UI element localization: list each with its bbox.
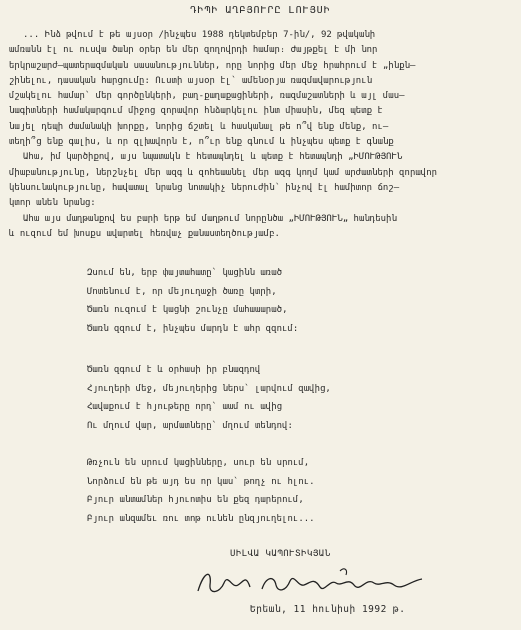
poem-line: Բյուր անտամներ հյուոտիս են քեզ դարերում, [87,495,304,505]
poem-line: Բյուր անզամեւ ռու տոթ ունեն ընզյուղելու... [87,513,315,524]
poem-line: Մոտենում է, որ մեյուղաջի ծառը կտրի, [87,286,277,297]
body-line: ... Ինձ թվում է թե այսօր /ինչպես 1988 դեկտեմբեր 7-ին/, 92 թվականի [23,30,376,40]
body-line: տեղի՞ց ենք գալիս, և որ զլխավորն է, ո՞ւր ենք գնում և ինչպես պետք է գնանք [9,137,394,148]
signature-drawing [190,565,440,599]
handwritten-signature [190,565,440,599]
body-line: կենսունակությունը, հավատալ նրանց նոտակիչ ներուժին՝ ինչով էլ համիտոր ճոշ– [9,182,400,193]
body-line: Ահա, իմ կարծիքով, այս նպատակն է հետապնդել և պետք է հետապնդի „ԻՄՈՒԹՅՈՒՆ [23,152,403,163]
document-heading: ԴԻՊԻ ԱՂԲՅՈՒՐԸ ԼՈՒՅՍԻ [190,5,331,16]
poem-line: Թռչուն են սրում կացինները, սուր են սրում, [87,458,310,468]
body-line: միաբանությունը, ներշնչել մեր ազգ և զոհեաանել մեր ազգ կողմ կամ արժատների զորավոր [9,167,438,178]
body-line: նայել դեպի ժամանակի խորքը, նորից ճշտել և հասկանալ թե ո՞վ ենք մենք, ու– [9,121,389,132]
poem-line: Ծառն ուզում է կացնի շունչը մահաաարած, [87,305,288,315]
body-line: շինելու, դասական հարցումը: Ուստի այսօր էլ` ամենօրյա ռազմավարություն [9,75,373,86]
poem-line: Ու մղում վար, արմատները` մղում տենդով: [87,420,293,431]
poem-stanza [87,361,331,435]
poem-line: Ծառն զգում է և օրհասի իր բնազդով [87,365,261,375]
poem-line: Զսում են, երբ փայտահատը` կացինն առած [87,268,283,278]
place-date: Երեան, 11 հունիսի 1992 թ. [250,604,406,615]
body-line: նագիտների համակարգում միջոց զորավոր հնձարկելու ինտ միասին, մեզ պետք է [9,106,383,117]
poem-stanza [87,454,315,528]
body-line: և ուզում եմ խոսքս ավարտել հեռվաչ քանաստեղծությամբ. [9,228,280,239]
poem-line: Ծառն զզում է, ինչպես մարդն է ահր զզում: [87,323,299,334]
poem-stanza [87,264,298,338]
body-line: կտոր անեն նրանց: [9,198,96,209]
body-line: մշակելու համար` մեր գործընկերի, բաղ-քաղաքացիների, ռազմաշատների և այլ մաս– [9,91,405,102]
body-line: Ահա այս մաղթանքով ես բարի երթ եմ մաղթում նորընծա „ԻՄՈՒԹՅՈՒՆ„ հանդեսին [23,213,397,224]
body-text [9,28,515,242]
poem-line: Նորձում են թե այդ ես որ կաս` թողչ ու հլու. [87,476,315,487]
poem-line: Հյուղերի մեջ, մեյուղերից ներս` լարվում զավից, [87,383,331,394]
body-line: ամռանն էլ ու ուսվա ծանր օրեր են մեր զողովրդի համար։ Ժայթքել է մի նոր [9,45,378,56]
poem-line: Հավաքում է հյութերը որդ` աամ ու ավից [87,402,283,412]
author-name: ՍԻԼՎԱ ԿԱՊՈՒՏԻԿՅԱՆ [230,549,331,559]
body-line: երկրաշարժ–պատերազմական սասանություններ, որը նորից մեր մեջ հրահրում է „ինքն– [9,60,416,71]
